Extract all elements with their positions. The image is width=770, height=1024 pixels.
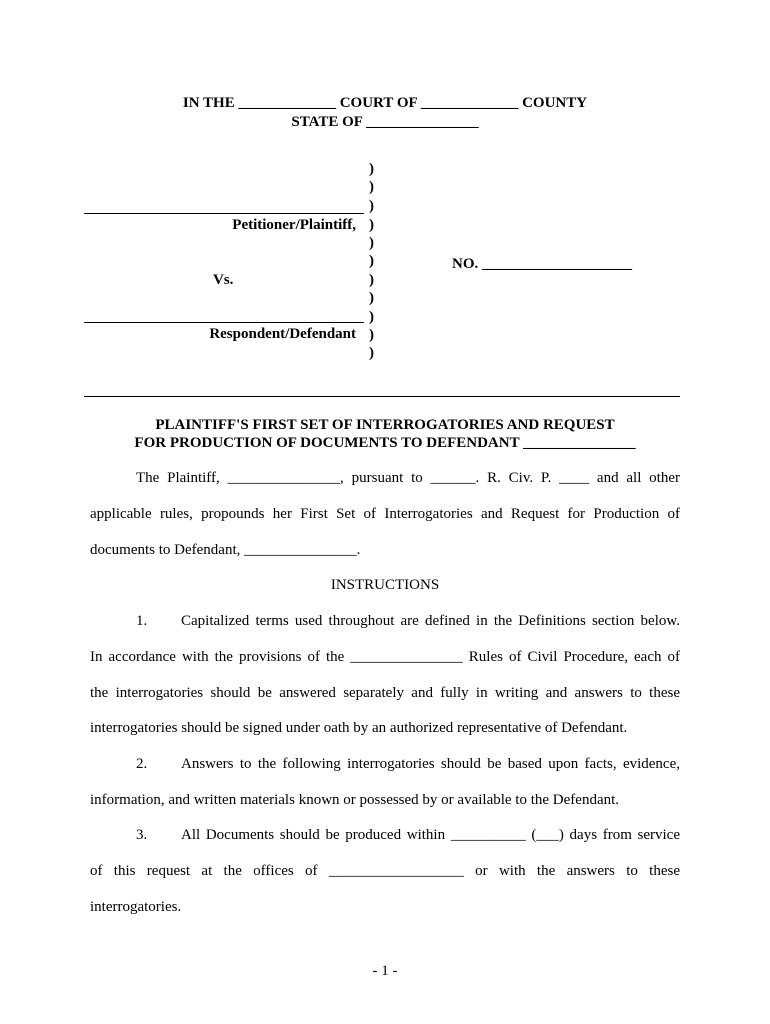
caption-paren: ) <box>369 309 374 325</box>
caption-paren: ) <box>369 198 374 214</box>
caption-paren: ) <box>369 253 374 269</box>
petitioner-label: Petitioner/Plaintiff, <box>232 217 356 233</box>
caption-paren: ) <box>369 161 374 177</box>
item-1-line-2: In accordance with the provisions of the _______________ Rules of Civil Procedure, each of <box>90 649 680 665</box>
intro-line-2: applicable rules, propounds her First Set of Interrogatories and Request for Production of <box>90 506 680 522</box>
case-number: NO. ____________________ <box>452 256 632 272</box>
document-title-line-1: PLAINTIFF'S FIRST SET OF INTERROGATORIES AND REQUEST <box>155 417 615 433</box>
court-line: IN THE _____________ COURT OF _____________ COUNTY <box>182 95 588 111</box>
item-1-line-3: the interrogatories should be answered separately and fully in writing and answers to these <box>90 685 680 701</box>
item-1-line-4: interrogatories should be signed under oath by an authorized representative of Defendant. <box>90 720 628 736</box>
caption-paren: ) <box>369 217 374 233</box>
versus-label: Vs. <box>213 272 234 288</box>
intro-line-1: The Plaintiff, _______________, pursuant to ______. R. Civ. P. ____ and all other <box>136 470 680 486</box>
caption-paren: ) <box>369 290 374 306</box>
item-2-number: 2. <box>136 756 148 772</box>
page-number: - 1 - <box>372 963 398 979</box>
caption-paren: ) <box>369 327 374 343</box>
petitioner-name-line <box>84 213 364 214</box>
caption-paren: ) <box>369 345 374 361</box>
item-1-number: 1. <box>136 613 148 629</box>
caption-paren: ) <box>369 272 374 288</box>
document-title-line-2: FOR PRODUCTION OF DOCUMENTS TO DEFENDANT _______________ <box>134 435 636 451</box>
respondent-name-line <box>84 322 364 323</box>
item-1-line-1: Capitalized terms used throughout are defined in the Definitions section below. <box>181 613 680 629</box>
caption-paren: ) <box>369 179 374 195</box>
intro-line-3: documents to Defendant, _______________. <box>90 542 361 558</box>
item-2-line-1: Answers to the following interrogatories should be based upon facts, evidence, <box>181 756 680 772</box>
caption-paren: ) <box>369 235 374 251</box>
caption-separator <box>84 396 680 397</box>
item-3-number: 3. <box>136 827 148 843</box>
respondent-label: Respondent/Defendant <box>209 326 356 342</box>
item-3-line-3: interrogatories. <box>90 899 182 915</box>
state-line: STATE OF _______________ <box>291 114 479 130</box>
item-3-line-2: of this request at the offices of __________________ or with the answers to these <box>90 863 680 879</box>
instructions-heading: INSTRUCTIONS <box>330 577 440 593</box>
item-3-line-1: All Documents should be produced within __________ (___) days from service <box>181 827 680 843</box>
item-2-line-2: information, and written materials known or possessed by or available to the Defendant. <box>90 792 620 808</box>
